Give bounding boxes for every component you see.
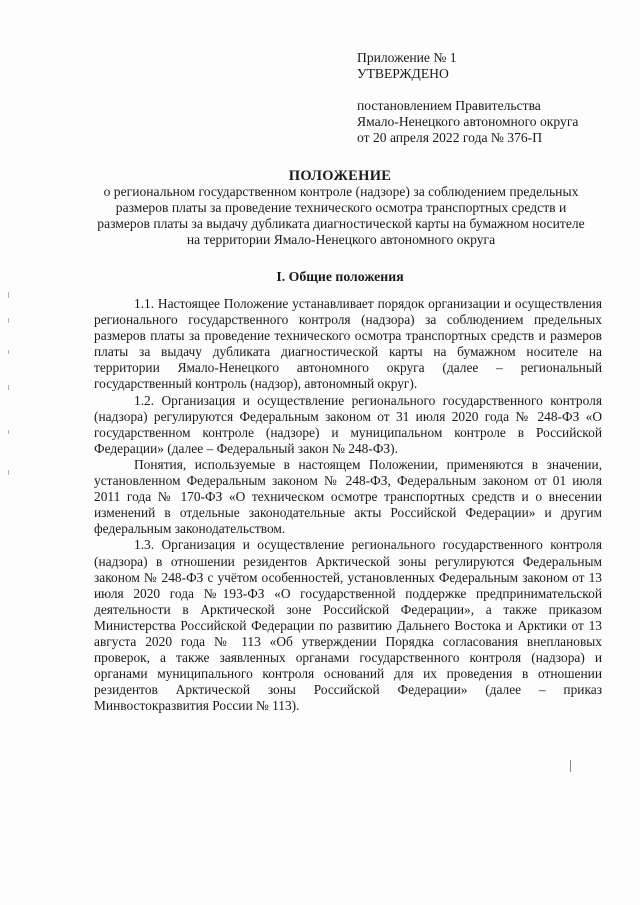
appendix-label: Приложение № 1 [357, 50, 457, 65]
scan-margin-mark [8, 318, 9, 323]
scan-margin-mark [8, 350, 9, 354]
approval-line: Ямало-Ненецкого автономного округа [357, 114, 579, 129]
document-body [94, 296, 602, 714]
scan-artifact-mark [570, 760, 571, 772]
scan-margin-mark [8, 385, 9, 390]
document-subtitle: о региональном государственном контроле (надзоре) за соблюдением предельных размеров платы за проведение технического осмотра транспортных средств и размеров платы за выдачу дубликата диагностической карты на бумажном носителе на территории Ямало-Ненецкого автономного округа [97, 184, 585, 247]
paragraph: Понятия, используемые в настоящем Положении, применяются в значении, установленном Федеральным законом № 248-ФЗ, Федеральным законом от 01 июля 2011 года № 170-ФЗ «О техническом осмотре транспортных средств и о внесении изменений в отдельные законодательные акты Российской Федерации» и другим федеральным законодательством. [94, 456, 602, 537]
scan-margin-mark [8, 470, 9, 475]
approval-mark: УТВЕРЖДЕНО [357, 66, 449, 81]
scan-margin-mark [8, 292, 9, 298]
scan-margin-mark [8, 430, 9, 434]
section-heading: I. Общие положения [276, 269, 404, 284]
approval-date: от 20 апреля 2022 года № 376-П [357, 130, 543, 145]
document-title: ПОЛОЖЕНИЕ [288, 168, 392, 184]
approval-line: постановлением Правительства [357, 98, 541, 113]
paragraph: 1.1. Настоящее Положение устанавливает порядок организации и осуществления регионального государственного контроля (надзора) за соблюдением предельных размеров платы за проведение технического осмотра транспортных средств и размеров платы за выдачу дубликата диагностической карты на бумажном носителе на территории Ямало-Ненецкого автономного округа (далее – региональный государственный контроль (надзор), автономный округ). [94, 296, 602, 392]
paragraph: 1.3. Организация и осуществление регионального государственного контроля (надзора) в отношении резидентов Арктической зоны регулируются Федеральным законом № 248-ФЗ с учётом особенностей, установленных Федеральным законом от 13 июля 2020 года №193-ФЗ «О государственной поддержке предпринимательской деятельности в Арктической зоне Российской Федерации», а также приказом Министерства Российской Федерации по развитию Дальнего Востока и Арктики от 13 августа 2020 года № 113 «Об утверждении Порядка согласования внеплановых проверок, а также заявленных органами государственного контроля (надзора) и органами муниципального контроля оснований для их проведения в отношении резидентов Арктической зоны Российской Федерации» (далее – приказ Минвостокразвития России № 113). [94, 537, 602, 714]
appendix-block [357, 50, 619, 146]
paragraph: 1.2. Организация и осуществление регионального государственного контроля (надзора) регулируются Федеральным законом от 31 июля 2020 года № 248-ФЗ «О государственном контроле (надзоре) и муниципальном контроле в Российской Федерации» (далее – Федеральный закон № 248-ФЗ). [94, 392, 602, 456]
